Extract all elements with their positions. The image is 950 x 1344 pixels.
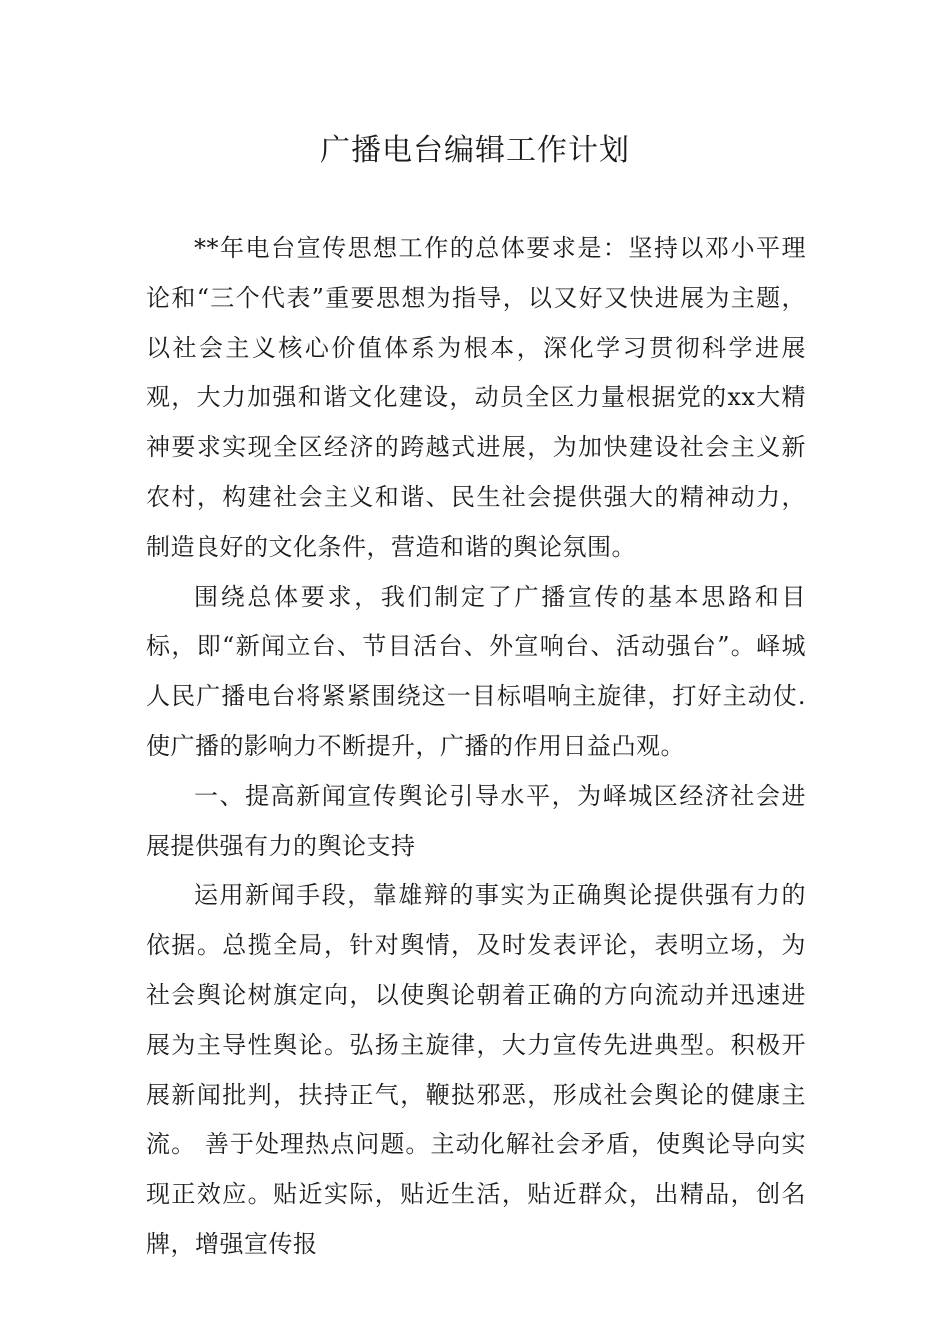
document-body xyxy=(146,224,806,1270)
paragraph-news-methods: 运用新闻手段，靠雄辩的事实为正确舆论提供强有力的依据。总揽全局，针对舆情，及时发表评论，表明立场，为社会舆论树旗定向，以使舆论朝着正确的方向流动并迅速进展为主导性舆论。弘扬主旋律，大力宣传先进典型。积极开展新闻批判，扶持正气，鞭挞邪恶，形成社会舆论的健康主流。 善于处理热点问题。主动化解社会矛盾，使舆论导向实现正效应。贴近实际，贴近生活，贴近群众，出精品，创名牌，增强宣传报 xyxy=(146,881,806,1258)
section-heading-1: 一、提高新闻宣传舆论引导水平，为峄城区经济社会进展提供强有力的舆论支持 xyxy=(146,781,806,860)
paragraph-goals: 围绕总体要求，我们制定了广播宣传的基本思路和目标，即“新闻立台、节目活台、外宣响台、活动强台”。峄城人民广播电台将紧紧围绕这一目标唱响主旋律，打好主动仗.使广播的影响力不断提升，广播的作用日益凸观。 xyxy=(146,582,806,760)
document-title: 广播电台编辑工作计划 xyxy=(320,133,630,168)
paragraph-general-requirements: **年电台宣传思想工作的总体要求是：坚持以邓小平理论和“三个代表”重要思想为指导，以又好又快进展为主题，以社会主义核心价值体系为根本，深化学习贯彻科学进展观，大力加强和谐文化建设，动员全区力量根据党的xx大精神要求实现全区经济的跨越式进展，为加快建设社会主义新农村，构建社会主义和谐、民生社会提供强大的精神动力，制造良好的文化条件，营造和谐的舆论氛围。 xyxy=(146,234,806,561)
